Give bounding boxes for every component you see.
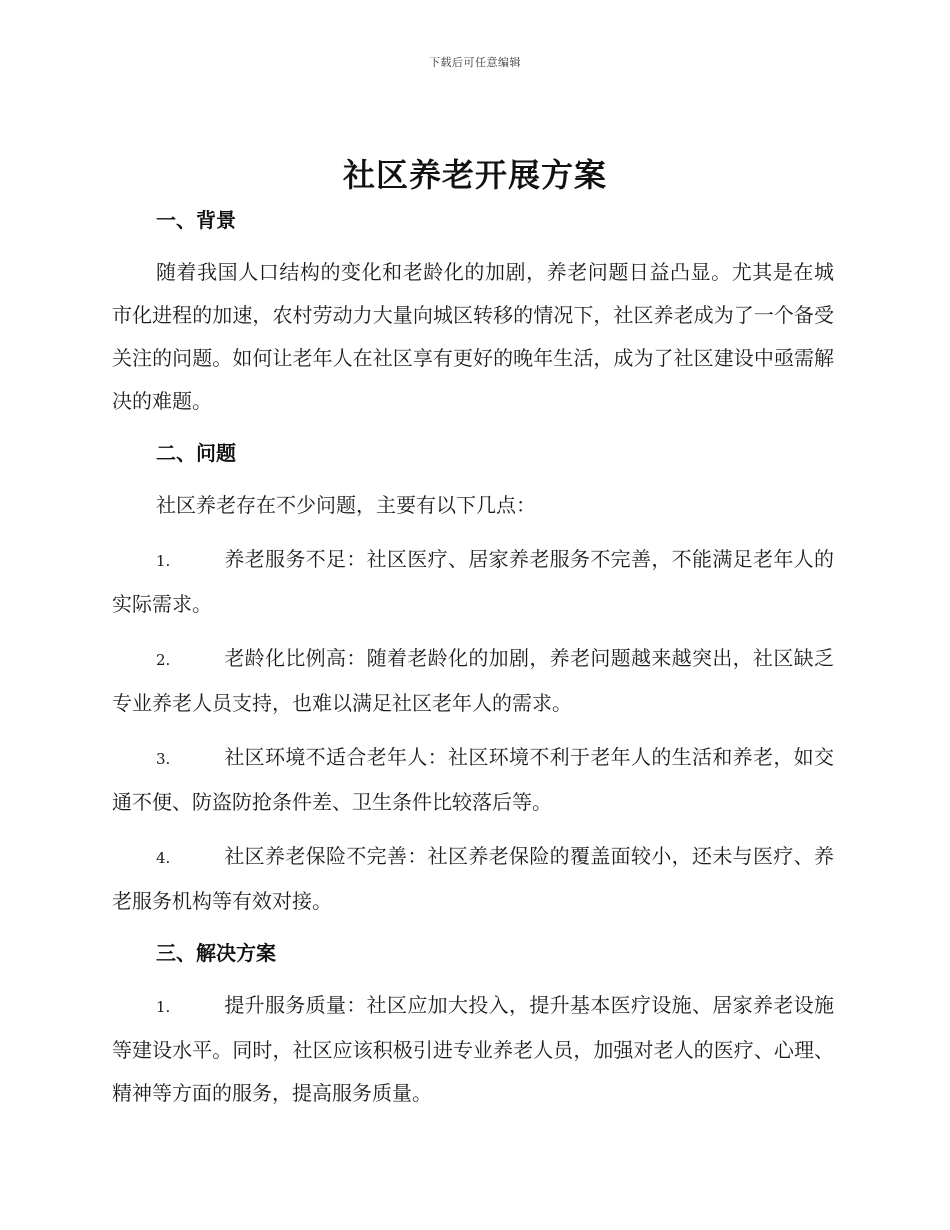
problems-intro: 社区养老存在不少问题，主要有以下几点：: [156, 493, 536, 517]
list-item-text: 社区养老保险不完善：社区养老保险的覆盖面较小，还未与医疗、养老服务机构等有效对接。: [112, 844, 834, 913]
list-item: [112, 637, 834, 725]
background-paragraph: 随着我国人口结构的变化和老龄化的加剧，养老问题日益凸显。尤其是在城市化进程的加速，农村劳动力大量向城区转移的情况下，社区养老成为了一个备受关注的问题。如何让老年人在社区享有更好的晚年生活，成为了社区建设中亟需解决的难题。: [112, 260, 834, 413]
document-title: 社区养老开展方案: [342, 156, 607, 194]
list-item-number: 1.: [156, 552, 171, 570]
list-item-number: 4.: [156, 849, 171, 867]
section-heading-background: 一、背景: [156, 208, 236, 232]
list-item-number: 1.: [156, 998, 171, 1016]
list-item-text: 提升服务质量：社区应加大投入，提升基本医疗设施、居家养老设施等建设水平。同时，社区应该积极引进专业养老人员，加强对老人的医疗、心理、精神等方面的服务，提高服务质量。: [112, 993, 834, 1105]
list-item-text: 养老服务不足：社区医疗、居家养老服务不完善，不能满足老年人的实际需求。: [112, 547, 834, 616]
list-item-number: 2.: [156, 651, 171, 669]
header-note: 下载后可任意编辑: [429, 56, 521, 69]
list-item: [112, 736, 834, 824]
document-body: [112, 200, 834, 1115]
section-heading-problems: 二、问题: [156, 441, 236, 465]
section-heading-solutions: 三、解决方案: [156, 941, 276, 965]
list-item-text: 社区环境不适合老年人：社区环境不利于老年人的生活和养老，如交通不便、防盗防抢条件差、卫生条件比较落后等。: [112, 745, 834, 814]
list-item: [112, 835, 834, 923]
list-item: [112, 538, 834, 626]
list-item-text: 老龄化比例高：随着老龄化的加剧，养老问题越来越突出，社区缺乏专业养老人员支持，也难以满足社区老年人的需求。: [112, 646, 834, 715]
list-item: [112, 984, 834, 1115]
list-item-number: 3.: [156, 750, 171, 768]
